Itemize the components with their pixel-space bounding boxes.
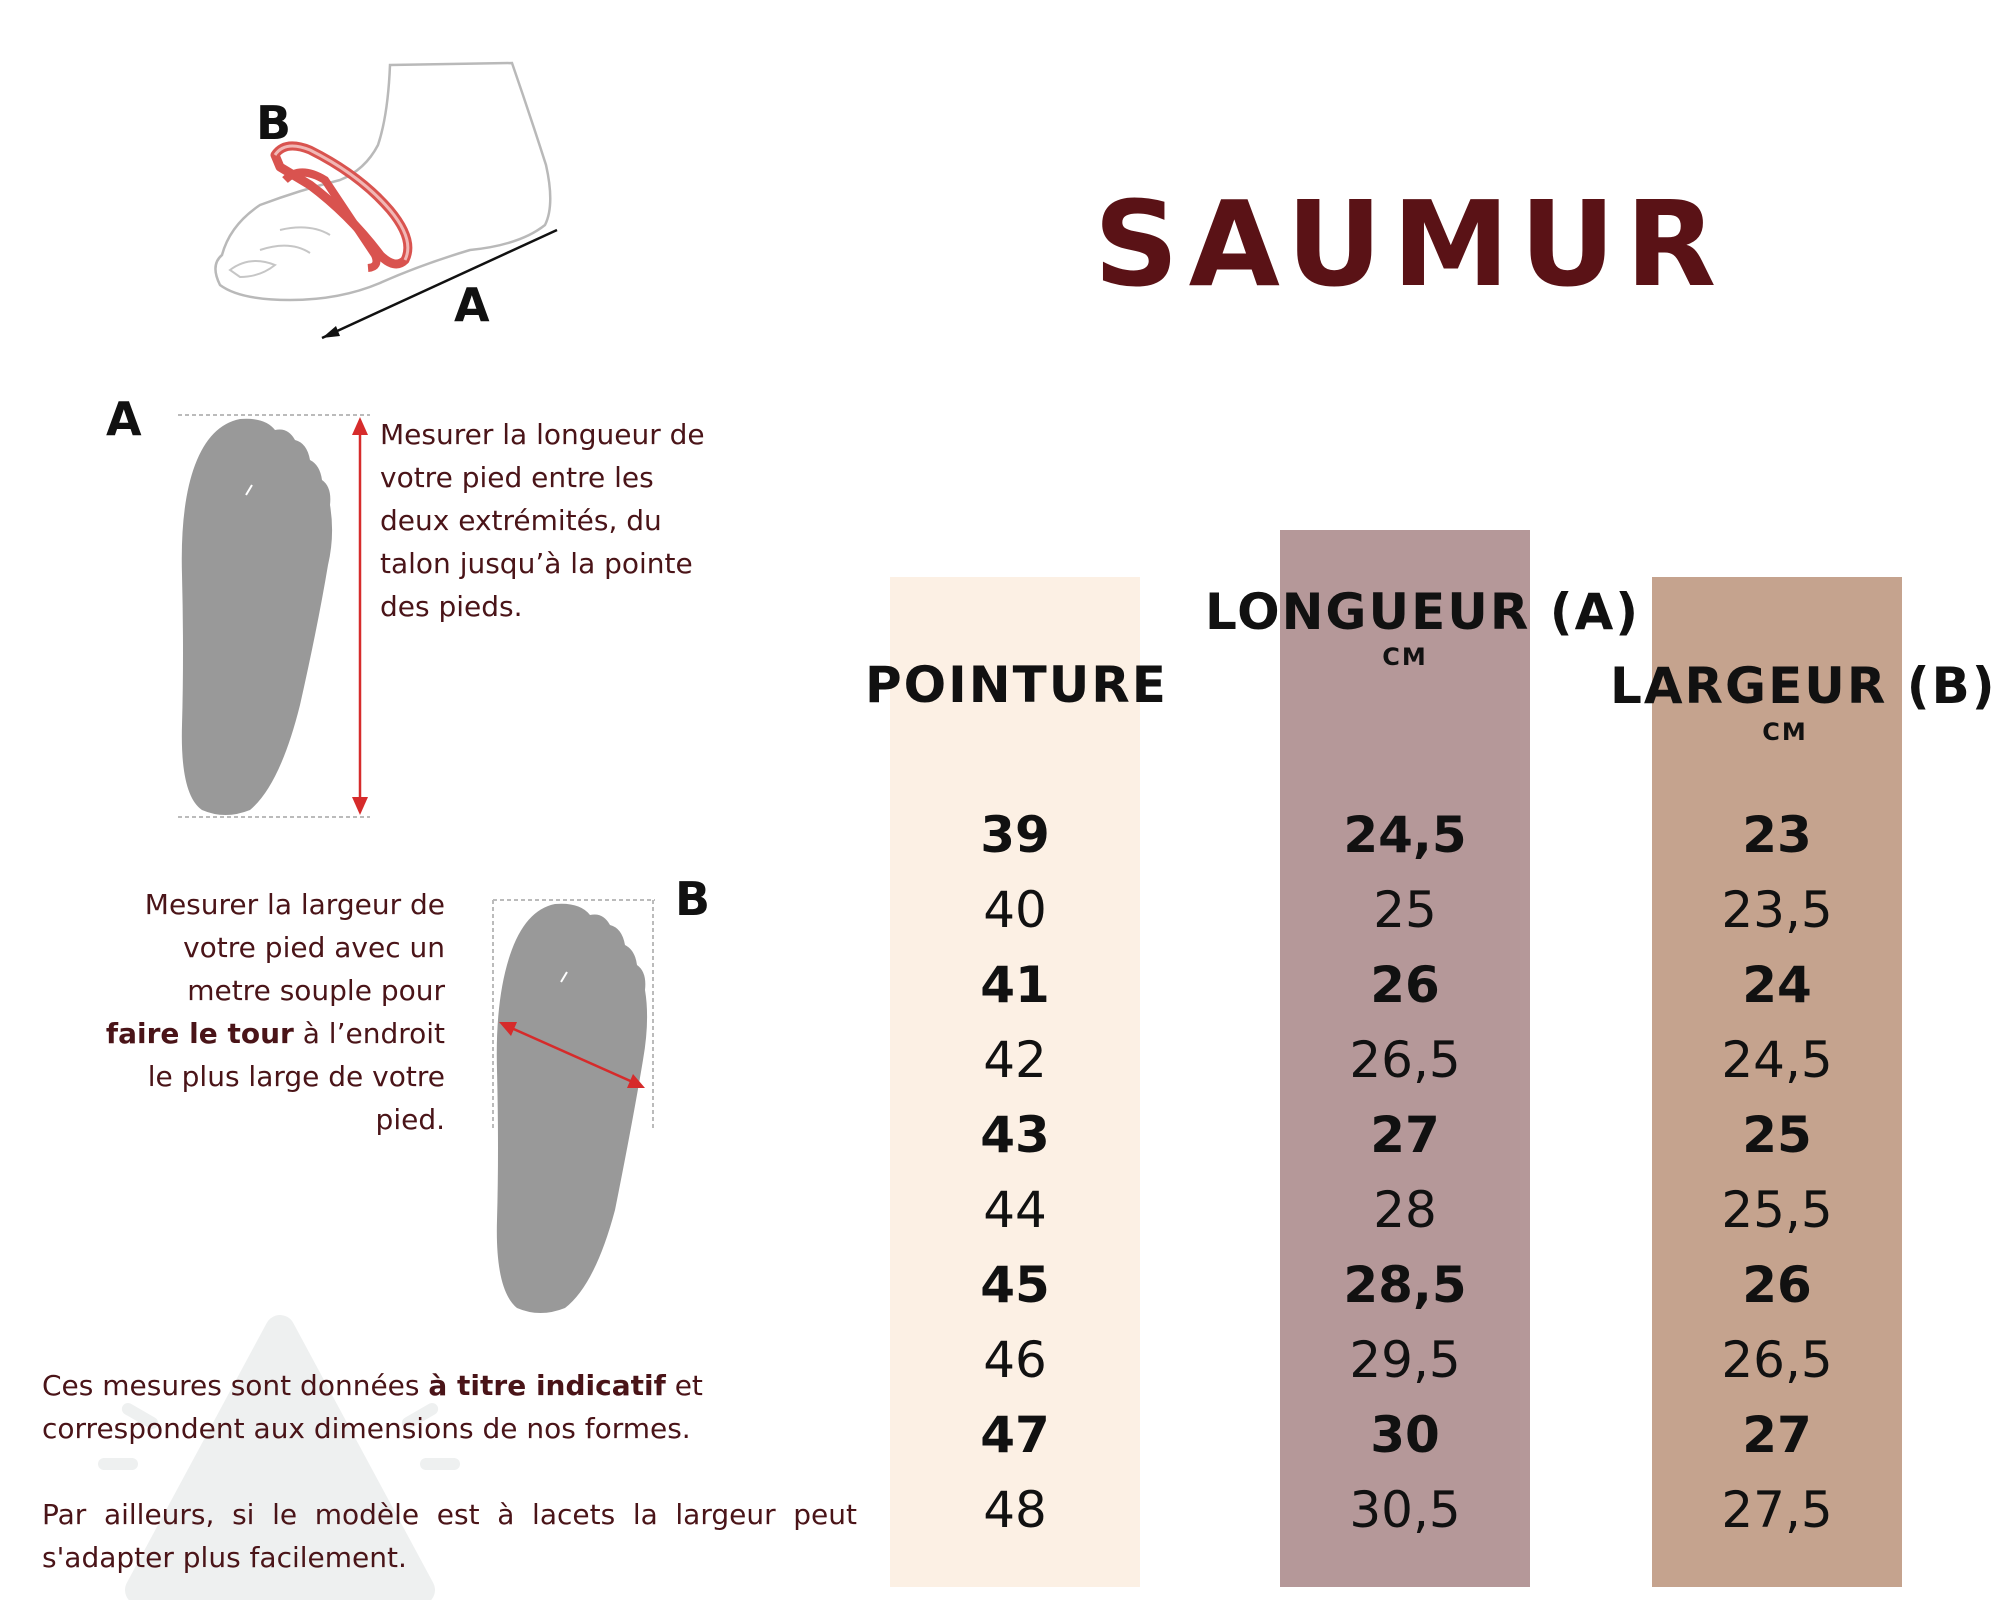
header-longueur-unit: CM <box>1382 643 1428 671</box>
cell-longueur: 29,5 <box>1349 1331 1461 1389</box>
cell-largeur: 27,5 <box>1721 1481 1833 1539</box>
foot-sole-icon <box>485 890 660 1320</box>
page-title: SAUMUR <box>1093 175 1727 313</box>
note-indicative <box>42 1364 862 1450</box>
label-section-a: A <box>106 392 142 446</box>
cell-largeur: 23 <box>1742 806 1812 864</box>
note-laces <box>42 1493 857 1579</box>
width-line: votre pied avec un <box>183 931 445 964</box>
length-line: des pieds. <box>380 590 523 623</box>
label-a-top: A <box>454 278 490 332</box>
header-longueur: LONGUEUR (A) <box>1205 583 1641 641</box>
length-line: Mesurer la longueur de <box>380 418 705 451</box>
label-b-top: B <box>256 96 292 150</box>
cell-largeur: 23,5 <box>1721 881 1833 939</box>
cell-pointure: 44 <box>983 1181 1047 1239</box>
width-line: pied. <box>375 1103 445 1136</box>
width-line-emphasis <box>80 1012 445 1055</box>
width-after-bold: à l’endroit <box>293 1017 445 1050</box>
note1-bold: à titre indicatif <box>428 1369 666 1402</box>
cell-largeur: 27 <box>1742 1406 1812 1464</box>
note1-post: et <box>665 1369 703 1402</box>
cell-largeur: 26,5 <box>1721 1331 1833 1389</box>
length-line: talon jusqu’à la pointe <box>380 547 693 580</box>
cell-largeur: 24,5 <box>1721 1031 1833 1089</box>
cell-largeur: 24 <box>1742 956 1812 1014</box>
cell-largeur: 25 <box>1742 1106 1812 1164</box>
cell-longueur: 30 <box>1370 1406 1440 1464</box>
cell-longueur: 24,5 <box>1343 806 1467 864</box>
cell-pointure: 40 <box>983 881 1047 939</box>
note1-pre: Ces mesures sont données <box>42 1369 429 1402</box>
cell-pointure: 46 <box>983 1331 1047 1389</box>
cell-pointure: 48 <box>983 1481 1047 1539</box>
cell-pointure: 45 <box>980 1256 1050 1314</box>
cell-pointure: 39 <box>980 806 1050 864</box>
cell-longueur: 26 <box>1370 956 1440 1014</box>
cell-pointure: 43 <box>980 1106 1050 1164</box>
length-line: deux extrémités, du <box>380 504 662 537</box>
cell-pointure: 41 <box>980 956 1050 1014</box>
length-instructions <box>380 413 740 628</box>
pointure-column-bg <box>890 577 1140 1587</box>
width-line: le plus large de votre <box>147 1060 445 1093</box>
cell-longueur: 25 <box>1373 881 1437 939</box>
note2-line1: Par ailleurs, si le modèle est à lacets la largeur peut <box>42 1498 857 1531</box>
cell-largeur: 25,5 <box>1721 1181 1833 1239</box>
cell-pointure: 42 <box>983 1031 1047 1089</box>
cell-longueur: 27 <box>1370 1106 1440 1164</box>
cell-longueur: 28,5 <box>1343 1256 1467 1314</box>
header-largeur: LARGEUR (B) <box>1610 657 1997 715</box>
width-instructions <box>80 883 445 1141</box>
note2-line2: s'adapter plus facilement. <box>42 1541 407 1574</box>
note1-line2: correspondent aux dimensions de nos formes. <box>42 1412 691 1445</box>
width-bold-text: faire le tour <box>105 1017 294 1050</box>
cell-pointure: 47 <box>980 1406 1050 1464</box>
width-line: Mesurer la largeur de <box>144 888 445 921</box>
cell-longueur: 28 <box>1373 1181 1437 1239</box>
cell-longueur: 26,5 <box>1349 1031 1461 1089</box>
foot-sole-icon <box>170 405 380 825</box>
longueur-column-bg <box>1280 530 1530 1587</box>
header-largeur-unit: CM <box>1762 718 1808 746</box>
length-line: votre pied entre les <box>380 461 654 494</box>
width-line: metre souple pour <box>187 974 445 1007</box>
cell-largeur: 26 <box>1742 1256 1812 1314</box>
cell-longueur: 30,5 <box>1349 1481 1461 1539</box>
header-pointure: POINTURE <box>865 656 1168 714</box>
label-section-b: B <box>675 872 711 926</box>
